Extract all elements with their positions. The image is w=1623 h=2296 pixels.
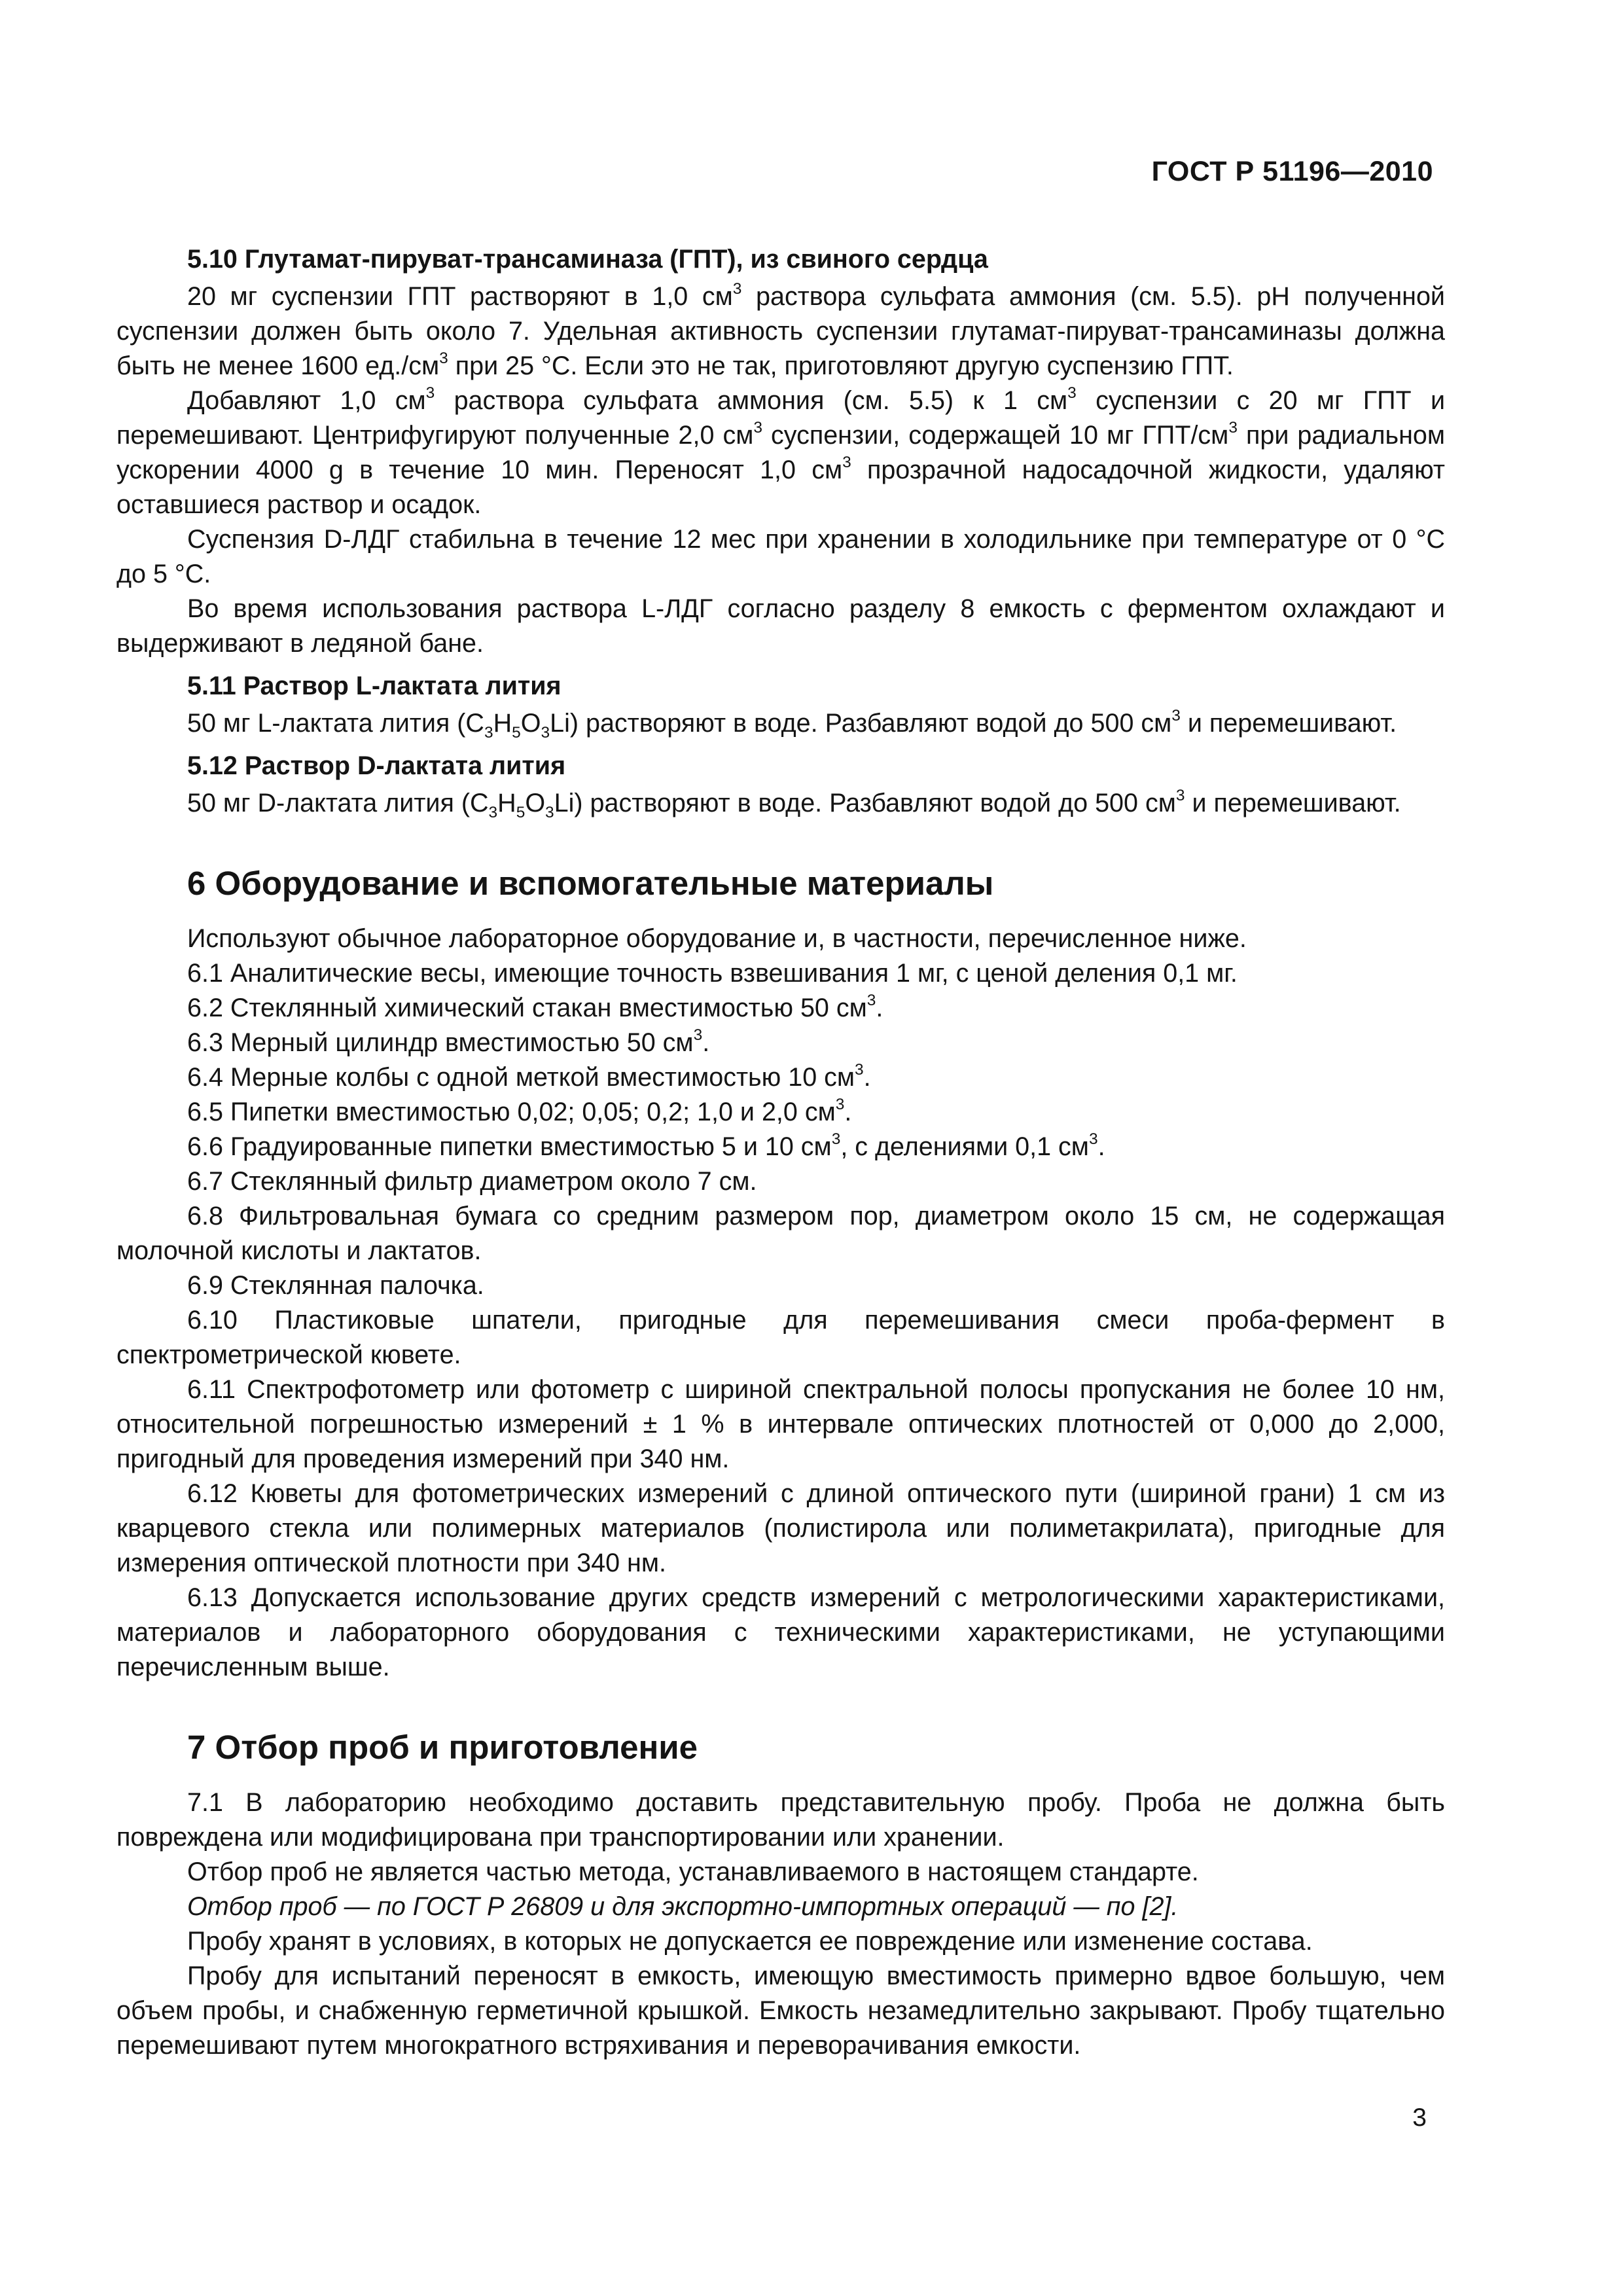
section-6-heading: 6 Оборудование и вспомогательные материалы — [187, 865, 994, 902]
item-6-12: 6.12 Кюветы для фотометрических измерений с длиной оптического пути (шириной грани) 1 см из кварцевого стекла или полимерных материалов (полистирола или полиметакрилата), пригодные для измерения оптической плотности при 340 нм. — [116, 1479, 1445, 1577]
paragraph-7-1: 7.1 В лабораторию необходимо доставить представительную пробу. Проба не должна быть повреждена или модифицирована при транспортировании или хранении. — [116, 1788, 1445, 1852]
item-6-11: 6.11 Спектрофотометр или фотометр с шириной спектральной полосы пропускания не более 10 нм, относительной погрешностью измерений ± 1 % в интервале оптических плотностей от 0,000 до 2,000, пригодный для проведения измерений при 340 нм. — [116, 1375, 1445, 1473]
item-6-3: 6.3 Мерный цилиндр вместимостью 50 $см^3$. — [187, 1026, 710, 1057]
item-6-1: 6.1 Аналитические весы, имеющие точность взвешивания 1 мг, с ценой деления 0,1 мг. — [187, 959, 1238, 988]
paragraph-7-2: Отбор проб не является частью метода, устанавливаемого в настоящем стандарте. — [187, 1857, 1199, 1886]
paragraph-5-10-2: Добавляют 1,0 $см^3$ раствора сульфата аммония (см. 5.5) к 1 $см^3$ суспензии с 20 мг ГПТ и перемешивают. Центрифугируют полученные 2,0 $см^3$ суспензии, содержащей 10 мг ГПТ/$см^3$ при радиальном ускорении 4000 g в течение 10 мин. Переносят 1,0 $см^3$ прозрачной надосадочной жидкости, удаляют оставшиеся раствор и осадок. — [116, 384, 1446, 519]
paragraph-7-5: Пробу для испытаний переносят в емкость, имеющую вместимость примерно вдвое большую, чем объем пробы, и снабженную герметичной крышкой. Емкость незамедлительно закрывают. Пробу тщательно перемешивают путем многократного встряхивания и переворачивания емкости. — [116, 1962, 1445, 2060]
heading-5-12: 5.12 Раствор D-лактата лития — [187, 751, 566, 780]
page-content — [116, 242, 1445, 2063]
item-6-13: 6.13 Допускается использование других средств измерений с метрологическими характеристиками, материалов и лабораторного оборудования с техническими характеристиками, не уступающими перечисленным выше. — [116, 1583, 1445, 1681]
paragraph-6-intro: Используют обычное лабораторное оборудование и, в частности, перечисленное ниже. — [187, 924, 1247, 953]
paragraph-7-3-italic: Отбор проб — по ГОСТ Р 26809 и для экспортно-импортных операций — по [2]. — [187, 1892, 1179, 1921]
item-6-7: 6.7 Стеклянный фильтр диаметром около 7 см. — [187, 1167, 757, 1196]
item-6-5: 6.5 Пипетки вместимостью 0,02; 0,05; 0,2; 1,0 и 2,0 $см^3$. — [187, 1096, 852, 1126]
item-6-9: 6.9 Стеклянная палочка. — [187, 1271, 484, 1300]
heading-5-11: 5.11 Раствор L-лактата лития — [187, 672, 562, 700]
item-6-6: 6.6 Градуированные пипетки вместимостью 5 и 10 $см^3$, с делениями 0,1 $см^3$. — [187, 1130, 1105, 1161]
paragraph-5-11: 50 мг L-лактата лития $(С_3Н_5О_3Li)$ растворяют в воде. Разбавляют водой до 500 $см^3$ и перемешивают. — [187, 707, 1397, 742]
section-7-heading: 7 Отбор проб и приготовление — [187, 1729, 698, 1766]
paragraph-7-4: Пробу хранят в условиях, в которых не допускается ее повреждение или изменение состава. — [187, 1927, 1313, 1956]
item-6-4: 6.4 Мерные колбы с одной меткой вместимостью 10 $см^3$. — [187, 1061, 871, 1092]
item-6-10: 6.10 Пластиковые шпатели, пригодные для перемешивания смеси проба-фермент в спектрометрической кювете. — [116, 1306, 1445, 1369]
paragraph-5-12: 50 мг D-лактата лития $(С_3Н_5О_3Li)$ растворяют в воде. Разбавляют водой до 500 $см^3$ и перемешивают. — [187, 787, 1401, 821]
item-6-8: 6.8 Фильтровальная бумага со средним размером пор, диаметром около 15 см, не содержащая молочной кислоты и лактатов. — [116, 1202, 1445, 1265]
paragraph-5-10-3: Суспензия D-ЛДГ стабильна в течение 12 мес при хранении в холодильнике при температуре от 0 °С до 5 °С. — [116, 525, 1445, 588]
standard-designation: ГОСТ Р 51196—2010 — [1151, 156, 1433, 187]
item-6-2: 6.2 Стеклянный химический стакан вместимостью 50 $см^3$. — [187, 992, 883, 1022]
paragraph-5-10-4: Во время использования раствора L-ЛДГ согласно разделу 8 емкость с ферментом охлаждают и выдерживают в ледяной бане. — [116, 594, 1445, 658]
heading-5-10: 5.10 Глутамат-пируват-трансаминаза (ГПТ), из свиного сердца — [187, 245, 988, 274]
paragraph-5-10-1: 20 мг суспензии ГПТ растворяют в 1,0 $см^3$ раствора сульфата аммония (см. 5.5). pH полученной суспензии должен быть около 7. Удельная активность суспензии глутамат-пируват-трансаминазы должна быть не менее 1600 $ед./см^3$ при 25 °С. Если это не так, приготовляют другую суспензию ГПТ. — [116, 280, 1445, 380]
page-number: 3 — [1412, 2104, 1427, 2132]
